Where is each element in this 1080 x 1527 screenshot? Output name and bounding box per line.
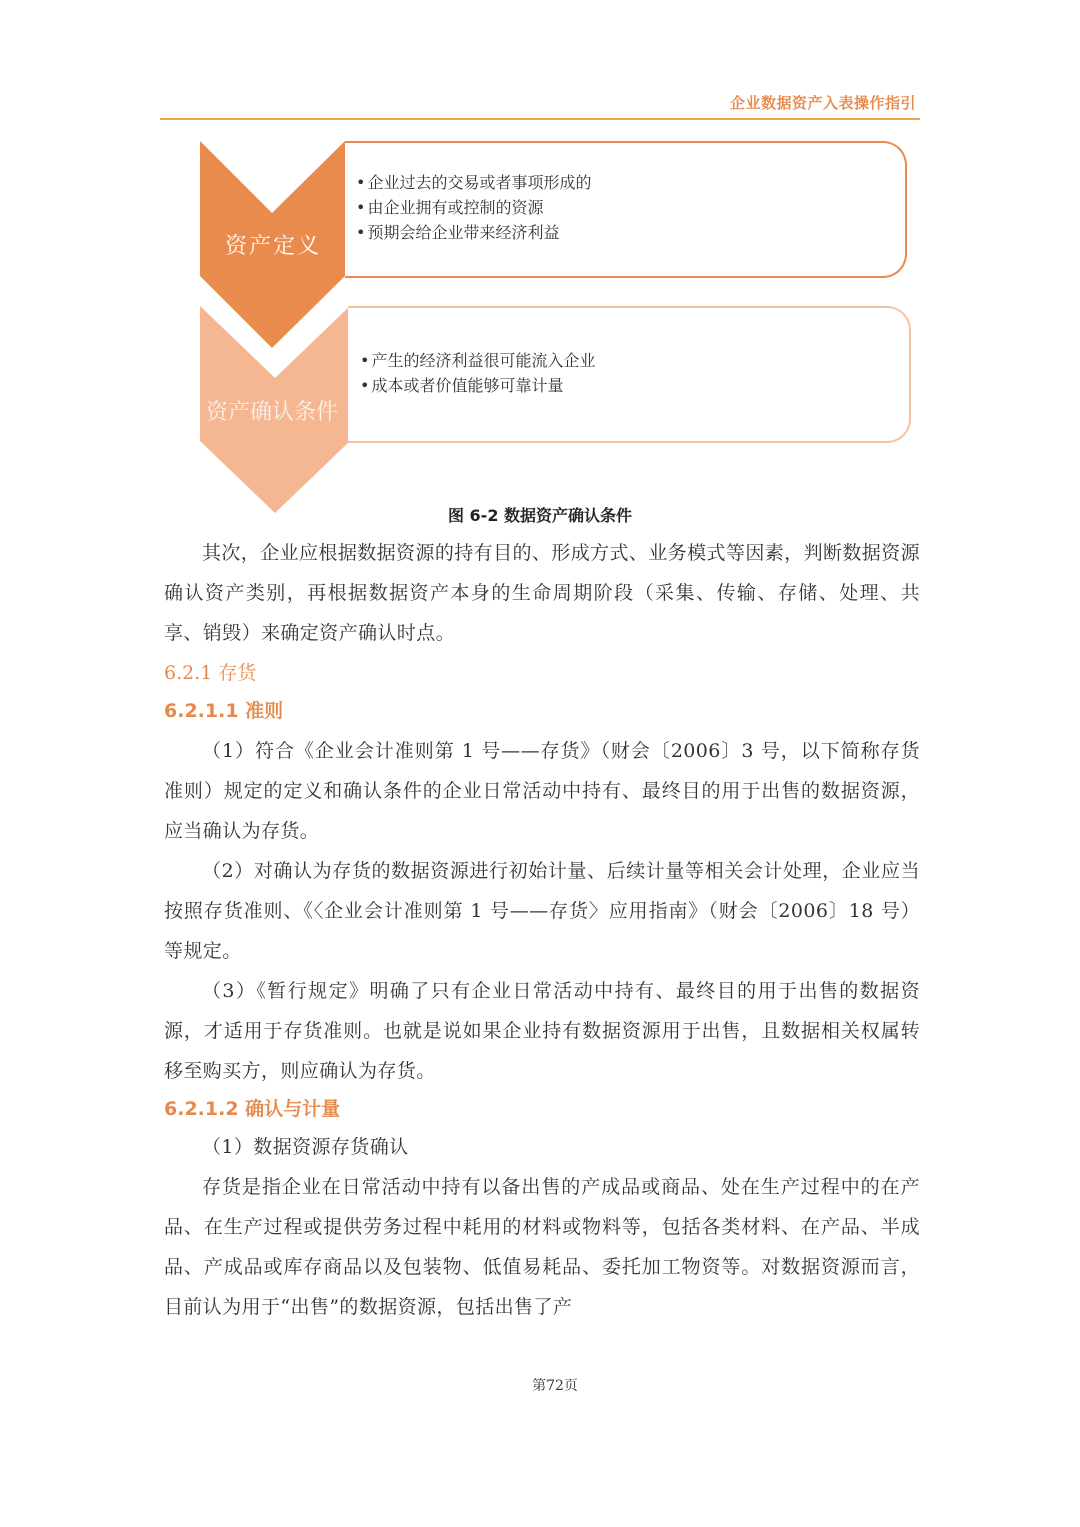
bullet-item: • 成本或者价值能够可靠计量 xyxy=(360,373,595,398)
bullet-item: • 企业过去的交易或者事项形成的 xyxy=(356,170,591,195)
page-number: 第72页 xyxy=(532,1378,578,1394)
bullet-item: • 由企业拥有或控制的资源 xyxy=(356,195,591,220)
paragraph: （3）《暂行规定》明确了只有企业日常活动中持有、最终目的用于出售的数据资源，才适用于存货准则。也就是说如果企业持有数据资源用于出售，且数据相关权属转移至购买方，则应确认为存货。 xyxy=(164,980,920,1082)
step-2-label: 资产确认条件 xyxy=(206,400,339,425)
paragraph: （2）对确认为存货的数据资源进行初始计量、后续计量等相关会计处理，企业应当按照存货准则、《〈企业会计准则第 1 号——存货〉应用指南》（财会〔2006〕18 号）等规定。 xyxy=(164,860,920,962)
section-heading-6-2-1: 6.2.1 存货 xyxy=(164,662,257,684)
bullet-item: • 产生的经济利益很可能流入企业 xyxy=(360,348,595,373)
asset-recognition-diagram xyxy=(0,0,1080,530)
figure-caption: 图 6-2 数据资产确认条件 xyxy=(447,506,633,525)
paragraph: 其次，企业应根据数据资源的持有目的、形成方式、业务模式等因素，判断数据资源确认资产类别，再根据数据资产本身的生命周期阶段（采集、传输、存储、处理、共享、销毁）来确定资产确认时点。 xyxy=(164,542,920,644)
body-text xyxy=(164,533,920,1327)
section-heading-6-2-1-2: 6.2.1.2 确认与计量 xyxy=(164,1098,341,1120)
paragraph: （1）数据资源存货确认 xyxy=(202,1136,409,1158)
document-title: 企业数据资产入表操作指引 xyxy=(729,94,916,112)
paragraph: 存货是指企业在日常活动中持有以备出售的产成品或商品、处在生产过程中的在产品、在生产过程或提供劳务过程中耗用的材料或物料等，包括各类材料、在产品、半成品、产成品或库存商品以及包装物、低值易耗品、委托加工物资等。对数据资源而言，目前认为用于“出售”的数据资源，包括出售了产 xyxy=(164,1176,920,1318)
section-heading-6-2-1-1: 6.2.1.1 准则 xyxy=(164,700,284,722)
recognition-bullets xyxy=(360,348,595,398)
step-1-label: 资产定义 xyxy=(225,234,322,259)
definition-bullets xyxy=(356,170,591,245)
bullet-item: • 预期会给企业带来经济利益 xyxy=(356,220,591,245)
paragraph: （1）符合《企业会计准则第 1 号——存货》（财会〔2006〕3 号，以下简称存货准则）规定的定义和确认条件的企业日常活动中持有、最终目的用于出售的数据资源，应当确认为存货。 xyxy=(164,740,920,842)
